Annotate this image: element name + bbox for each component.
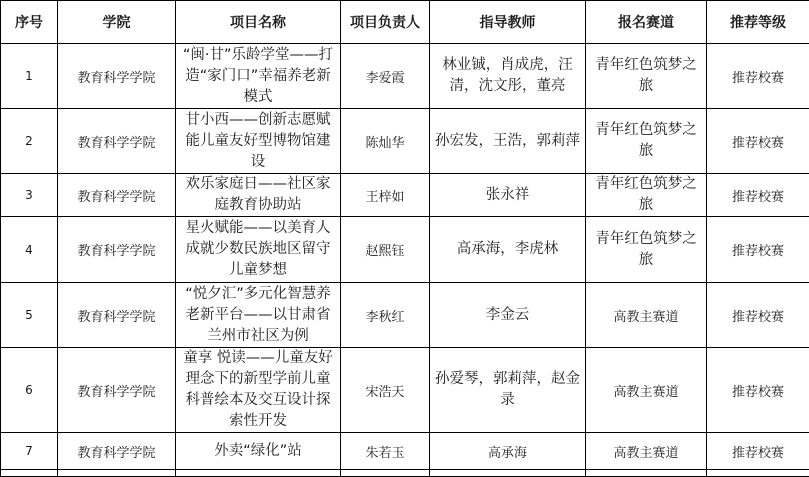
row-index: 2	[1, 109, 58, 174]
row-track: 青年红色筑梦之旅	[586, 217, 707, 283]
table-row-partial	[1, 470, 809, 477]
row-leader: 陈灿华	[341, 109, 430, 174]
row-advisors: 孙宏发，王浩，郭莉萍	[430, 109, 586, 174]
row-leader: 宋浩天	[341, 348, 430, 433]
row-level: 推荐校赛	[707, 174, 809, 217]
row-project: 外卖“绿化”站	[176, 433, 341, 470]
row-track: 高教主赛道	[586, 348, 707, 433]
row-college: 教育科学学院	[58, 44, 176, 109]
row-track: 青年红色筑梦之旅	[586, 109, 707, 174]
row-project: “悦夕汇”多元化智慧养老新平台——以甘肃省兰州市社区为例	[176, 283, 341, 348]
row-advisors: 高承海	[430, 433, 586, 470]
table-row	[1, 433, 809, 470]
table-row	[1, 283, 809, 348]
row-level: 推荐校赛	[707, 109, 809, 174]
table-row	[1, 348, 809, 433]
row-index: 1	[1, 44, 58, 109]
row-advisors: 李金云	[430, 283, 586, 348]
row-project: “闽·甘”乐龄学堂——打造“家门口”幸福养老新模式	[176, 44, 341, 109]
table-row	[1, 109, 809, 174]
row-track: 青年红色筑梦之旅	[586, 44, 707, 109]
row-level: 推荐校赛	[707, 433, 809, 470]
header-project: 项目名称	[176, 1, 341, 44]
row-leader: 李秋红	[341, 283, 430, 348]
row-advisors: 孙爱琴，郭莉萍，赵金录	[430, 348, 586, 433]
row-leader: 李爱霞	[341, 44, 430, 109]
row-track: 高教主赛道	[586, 283, 707, 348]
row-project: 星火赋能——以美育人成就少数民族地区留守儿童梦想	[176, 217, 341, 283]
row-college: 教育科学学院	[58, 348, 176, 433]
header-index: 序号	[1, 1, 58, 44]
row-index: 7	[1, 433, 58, 470]
row-level: 推荐校赛	[707, 217, 809, 283]
row-level: 推荐校赛	[707, 283, 809, 348]
header-row	[1, 1, 809, 44]
header-level: 推荐等级	[707, 1, 809, 44]
header-advisors: 指导教师	[430, 1, 586, 44]
row-index: 5	[1, 283, 58, 348]
table-row	[1, 217, 809, 283]
row-college: 教育科学学院	[58, 174, 176, 217]
row-project: 甘小西——创新志愿赋能儿童友好型博物馆建设	[176, 109, 341, 174]
row-index: 3	[1, 174, 58, 217]
row-college: 教育科学学院	[58, 109, 176, 174]
row-project: 欢乐家庭日——社区家庭教育协助站	[176, 174, 341, 217]
header-track: 报名赛道	[586, 1, 707, 44]
table-row	[1, 44, 809, 109]
row-track: 高教主赛道	[586, 433, 707, 470]
row-college: 教育科学学院	[58, 283, 176, 348]
row-advisors: 林业铖，肖成虎，汪清，沈文彤，董亮	[430, 44, 586, 109]
row-leader: 赵熙钰	[341, 217, 430, 283]
row-track: 青年红色筑梦之旅	[586, 174, 707, 217]
row-leader: 王梓如	[341, 174, 430, 217]
row-level: 推荐校赛	[707, 348, 809, 433]
row-leader: 朱若玉	[341, 433, 430, 470]
row-index: 4	[1, 217, 58, 283]
row-college: 教育科学学院	[58, 217, 176, 283]
row-advisors: 张永祥	[430, 174, 586, 217]
header-leader: 项目负责人	[341, 1, 430, 44]
row-advisors: 高承海，李虎林	[430, 217, 586, 283]
row-project: 童享 悦读——儿童友好理念下的新型学前儿童科普绘本及交互设计探索性开发	[176, 348, 341, 433]
table-row	[1, 174, 809, 217]
header-college: 学院	[58, 1, 176, 44]
row-index: 6	[1, 348, 58, 433]
row-college: 教育科学学院	[58, 433, 176, 470]
row-level: 推荐校赛	[707, 44, 809, 109]
